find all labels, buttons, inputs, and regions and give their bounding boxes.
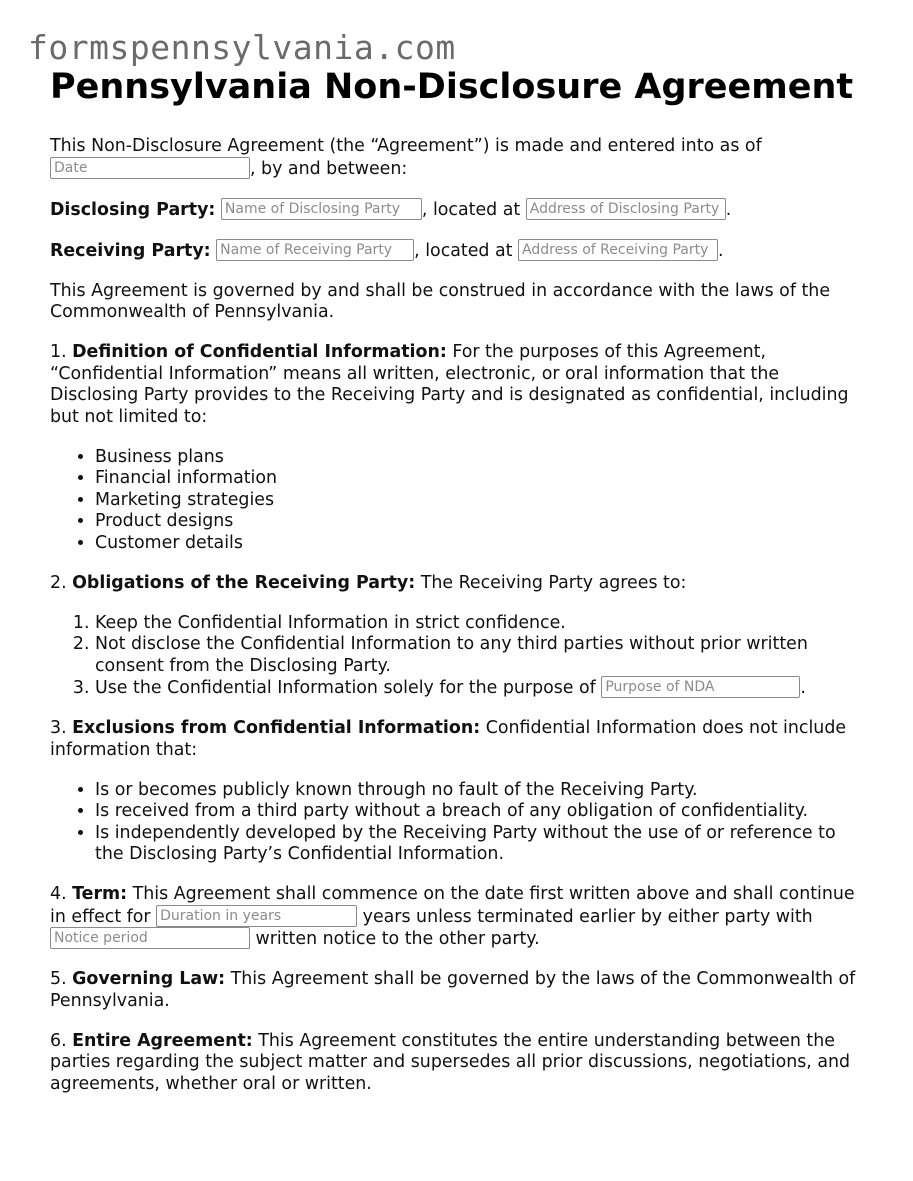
exclusions-list xyxy=(50,780,865,866)
governed-paragraph: This Agreement is governed by and shall be construed in accordance with the laws of the Commonwealth of Pennsylvania. xyxy=(50,280,831,322)
purpose-text: Use the Confidential Information solely for the purpose of xyxy=(95,678,596,698)
list-item: • Is or becomes publicly known through no fault of the Receiving Party. xyxy=(95,780,865,802)
purpose-field[interactable] xyxy=(601,676,800,698)
section-6-text: This Agreement constitutes the entire understanding between the parties regarding the subject matter and supersedes all prior discussions, negotiations, and agreements, whether oral or written. xyxy=(50,1030,851,1094)
duration-field[interactable] xyxy=(156,905,357,927)
disclosing-located-at: , located at xyxy=(421,199,521,220)
section-5-text: This Agreement shall be governed by the laws of the Commonwealth of Pennsylvania. xyxy=(50,969,856,1011)
section-2-number: 2. xyxy=(50,572,67,593)
section-2-paragraph xyxy=(50,573,865,595)
section-3-heading: Exclusions from Confidential Information: xyxy=(72,718,481,738)
intro-text-end: , by and between: xyxy=(250,158,408,179)
section-4-paragraph xyxy=(50,884,865,951)
list-item: 2. Not disclose the Confidential Information to any third parties without prior written consent from the Disclosing Party. xyxy=(95,634,865,677)
section-5-heading: Governing Law: xyxy=(72,969,226,989)
receiving-end: . xyxy=(718,240,724,261)
list-item: • Financial information xyxy=(95,468,865,490)
section-4-text-2: years unless terminated earlier by either party with xyxy=(362,906,813,927)
purpose-end: . xyxy=(800,678,806,698)
section-1-number: 1. xyxy=(50,342,67,362)
receiving-party-address-field[interactable] xyxy=(518,239,718,261)
list-item: 1. Keep the Confidential Information in strict confidence. xyxy=(95,613,865,635)
disclosing-party-address-field[interactable] xyxy=(526,198,726,220)
receiving-party-line xyxy=(50,240,865,263)
confidential-info-list xyxy=(50,447,865,555)
receiving-party-name-field[interactable] xyxy=(216,239,414,261)
document-body xyxy=(50,66,865,1114)
section-3-number: 3. xyxy=(50,718,67,738)
section-6-paragraph xyxy=(50,1031,865,1096)
list-item: • Product designs xyxy=(95,511,865,533)
disclosing-party-line xyxy=(50,199,865,222)
section-2-heading: Obligations of the Receiving Party: xyxy=(72,572,416,593)
intro-text: This Non-Disclosure Agreement (the “Agreement”) is made and entered into as of xyxy=(50,136,762,156)
section-4-text-3: written notice to the other party. xyxy=(255,929,540,949)
section-6-number: 6. xyxy=(50,1030,67,1051)
section-1-heading: Definition of Confidential Information: xyxy=(72,342,447,362)
intro-paragraph xyxy=(50,136,865,180)
obligations-list xyxy=(50,613,865,700)
section-1-text: For the purposes of this Agreement, “Confidential Information” means all written, electronic, or oral information that the Disclosing Party provides to the Receiving Party and is designated as confidential, including but not limited to: xyxy=(50,342,849,427)
section-4-heading: Term: xyxy=(72,884,128,904)
section-4-text-1: This Agreement shall commence on the date first written above and shall continue in effect for xyxy=(50,884,855,927)
disclosing-end: . xyxy=(725,199,732,220)
disclosing-party-label: Disclosing Party: xyxy=(50,199,216,220)
section-1-paragraph xyxy=(50,342,865,428)
date-field[interactable] xyxy=(50,157,250,179)
section-5-number: 5. xyxy=(50,969,67,989)
section-6-heading: Entire Agreement: xyxy=(72,1030,253,1051)
section-3-text: Confidential Information does not include information that: xyxy=(50,718,847,760)
list-item: • Business plans xyxy=(95,447,865,469)
list-item: • Marketing strategies xyxy=(95,490,865,512)
notice-period-field[interactable] xyxy=(50,927,250,949)
disclosing-party-name-field[interactable] xyxy=(221,198,422,220)
section-2-text: The Receiving Party agrees to: xyxy=(420,572,687,593)
list-item: • Is independently developed by the Receiving Party without the use of or reference to the Disclosing Party’s Confidential Information. xyxy=(95,823,865,866)
section-4-number: 4. xyxy=(50,884,67,904)
page-title: Pennsylvania Non-Disclosure Agreement xyxy=(50,67,854,107)
receiving-located-at: , located at xyxy=(414,240,513,261)
site-watermark: formspennsylvania.com xyxy=(28,28,456,67)
section-3-paragraph xyxy=(50,718,865,761)
list-item: • Customer details xyxy=(95,533,865,555)
list-item xyxy=(95,677,865,700)
receiving-party-label: Receiving Party: xyxy=(50,240,211,261)
section-5-paragraph xyxy=(50,969,865,1012)
list-item: • Is received from a third party without a breach of any obligation of confidentiality. xyxy=(95,801,865,823)
